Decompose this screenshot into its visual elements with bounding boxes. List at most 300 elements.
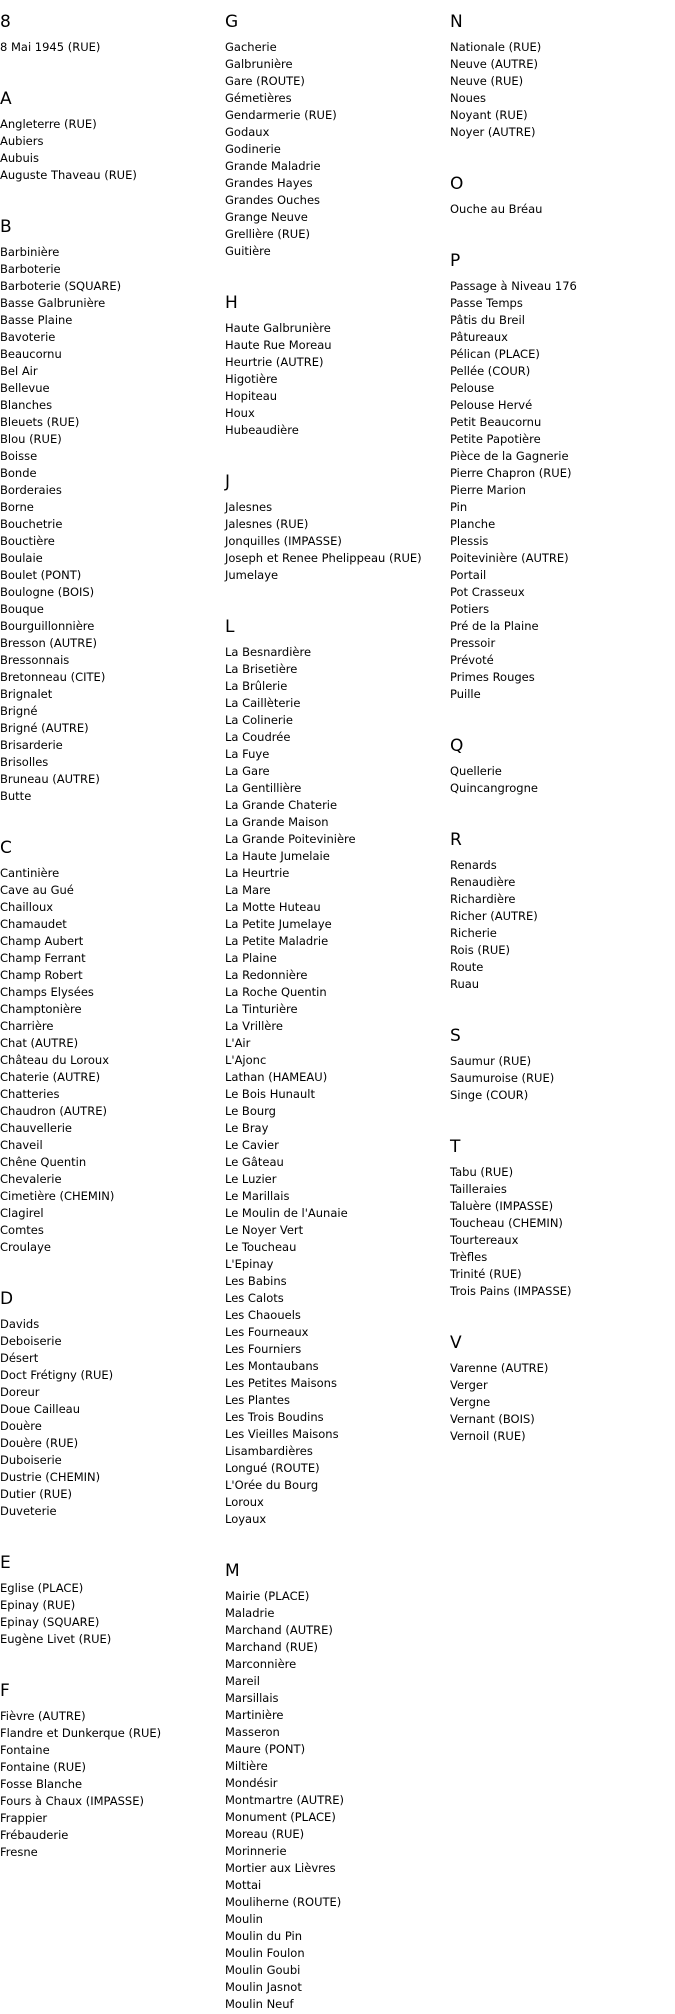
street-link[interactable]: Grange Neuve [225, 210, 308, 224]
street-link[interactable]: Moulin Goubi [225, 1963, 301, 1977]
street-link[interactable]: Puille [450, 687, 481, 701]
street-link[interactable]: Higotière [225, 372, 278, 386]
street-link[interactable]: Les Fourneaux [225, 1325, 309, 1339]
street-link[interactable]: Grellière (RUE) [225, 227, 310, 241]
street-link[interactable]: Eglise (PLACE) [0, 1581, 84, 1595]
street-link[interactable]: Martinière [225, 1708, 284, 1722]
street-link[interactable]: La Plaine [225, 951, 277, 965]
section-spacer [0, 56, 225, 77]
street-link[interactable]: La Brûlerie [225, 679, 288, 693]
section-letter-heading: N [450, 12, 463, 32]
street-link[interactable]: Passe Temps [450, 296, 523, 310]
section-spacer [225, 1528, 450, 1549]
street-link[interactable]: Moulin Neuf [225, 1997, 294, 2011]
street-link[interactable]: Petit Beaucornu [450, 415, 542, 429]
street-link[interactable]: Masseron [225, 1725, 280, 1739]
street-link[interactable]: Galbrunière [225, 57, 293, 71]
street-link[interactable]: Barboterie [0, 262, 61, 276]
street-link[interactable]: Saumur (RUE) [450, 1054, 532, 1068]
street-link[interactable]: Rois (RUE) [450, 943, 510, 957]
street-link[interactable]: Saumuroise (RUE) [450, 1071, 555, 1085]
street-link[interactable]: Longué (ROUTE) [225, 1461, 320, 1475]
street-link[interactable]: Bresson (AUTRE) [0, 636, 97, 650]
street-link[interactable]: Le Bray [225, 1121, 269, 1135]
street-link[interactable]: Champ Aubert [0, 934, 84, 948]
street-link[interactable]: Montmartre (AUTRE) [225, 1793, 344, 1807]
street-link[interactable]: La Grande Chaterie [225, 798, 338, 812]
street-link[interactable]: La Vrillère [225, 1019, 283, 1033]
street-link[interactable]: Brisarderie [0, 738, 63, 752]
street-link[interactable]: La Gentillière [225, 781, 302, 795]
street-link[interactable]: La Colinerie [225, 713, 293, 727]
street-link[interactable]: Jumelaye [225, 568, 279, 582]
street-link[interactable]: Doue Cailleau [0, 1402, 80, 1416]
street-link[interactable]: Chailloux [0, 900, 54, 914]
section-letter-heading: O [450, 174, 464, 194]
street-link[interactable]: La Redonnière [225, 968, 308, 982]
street-list [450, 857, 675, 993]
street-link[interactable]: Château du Loroux [0, 1053, 110, 1067]
street-link[interactable]: Monument (PLACE) [225, 1810, 336, 1824]
street-link[interactable]: Charrière [0, 1019, 54, 1033]
street-link[interactable]: Bleuets (RUE) [0, 415, 80, 429]
street-link[interactable]: Pellée (COUR) [450, 364, 531, 378]
street-link[interactable]: Trèfles [450, 1250, 488, 1264]
street-link[interactable]: Les Montaubans [225, 1359, 319, 1373]
street-link[interactable]: Pelouse [450, 381, 495, 395]
street-link[interactable]: Marconnière [225, 1657, 297, 1671]
street-link[interactable]: Le Toucheau [225, 1240, 297, 1254]
street-link[interactable]: Noyer (AUTRE) [450, 125, 536, 139]
section-spacer [0, 1520, 225, 1541]
section-letter-heading: H [225, 293, 238, 313]
street-link[interactable]: La Petite Jumelaye [225, 917, 332, 931]
street-link[interactable]: Duveterie [0, 1504, 57, 1518]
street-link[interactable]: Epinay (SQUARE) [0, 1615, 100, 1629]
street-link[interactable]: Grandes Ouches [225, 193, 321, 207]
section-spacer [450, 1300, 675, 1321]
street-link[interactable]: Le Bourg [225, 1104, 276, 1118]
street-link[interactable]: Désert [0, 1351, 39, 1365]
street-list [0, 865, 225, 1256]
street-link[interactable]: Eugène Livet (RUE) [0, 1632, 112, 1646]
street-link[interactable]: Jalesnes [225, 500, 273, 514]
street-link[interactable]: Brignalet [0, 687, 53, 701]
street-link[interactable]: Gémetières [225, 91, 292, 105]
street-link[interactable]: Joseph et Renee Phelippeau (RUE) [225, 551, 422, 565]
street-link[interactable]: Champs Elysées [0, 985, 94, 999]
street-link[interactable]: Moulin Jasnot [225, 1980, 302, 1994]
street-link[interactable]: Neuve (RUE) [450, 74, 524, 88]
street-link[interactable]: Ouche au Bréau [450, 202, 543, 216]
street-link[interactable]: Noyant (RUE) [450, 108, 528, 122]
street-link[interactable]: Loyaux [225, 1512, 267, 1526]
section-spacer [0, 184, 225, 205]
street-link[interactable]: Basse Plaine [0, 313, 73, 327]
street-link[interactable]: Renaudière [450, 875, 516, 889]
street-link[interactable]: Chevalerie [0, 1172, 62, 1186]
street-link[interactable]: Pierre Marion [450, 483, 526, 497]
street-link[interactable]: Pin [450, 500, 468, 514]
street-link[interactable]: Pièce de la Gagnerie [450, 449, 569, 463]
street-link[interactable]: Barboterie (SQUARE) [0, 279, 122, 293]
street-link[interactable]: Les Chaouels [225, 1308, 301, 1322]
section-letter-heading: 8 [0, 12, 11, 32]
street-link[interactable]: Bouque [0, 602, 44, 616]
street-link[interactable]: Borne [0, 500, 34, 514]
section-letter-heading: M [225, 1561, 240, 1581]
street-link[interactable]: Dustrie (CHEMIN) [0, 1470, 101, 1484]
street-link[interactable]: Taluère (IMPASSE) [450, 1199, 554, 1213]
street-link[interactable]: Mareil [225, 1674, 260, 1688]
street-link[interactable]: Champ Ferrant [0, 951, 86, 965]
street-link[interactable]: Marchand (RUE) [225, 1640, 318, 1654]
street-link[interactable]: Trinité (RUE) [450, 1267, 522, 1281]
street-link[interactable]: Plessis [450, 534, 489, 548]
street-link[interactable]: Moulin Foulon [225, 1946, 305, 1960]
letter-section [0, 89, 225, 184]
street-link[interactable]: Guitière [225, 244, 271, 258]
street-list [0, 1580, 225, 1648]
street-link[interactable]: Les Calots [225, 1291, 284, 1305]
street-link[interactable]: Bel Air [0, 364, 38, 378]
street-link[interactable]: Poitevinière (AUTRE) [450, 551, 569, 565]
street-link[interactable]: Hubeaudière [225, 423, 299, 437]
street-link[interactable]: Beaucornu [0, 347, 62, 361]
street-link[interactable]: Hopiteau [225, 389, 278, 403]
street-link[interactable]: Borderaies [0, 483, 62, 497]
street-link[interactable]: La Mare [225, 883, 271, 897]
street-link[interactable]: Moreau (RUE) [225, 1827, 305, 1841]
street-link[interactable]: Brigné (AUTRE) [0, 721, 89, 735]
street-link[interactable]: Doct Frétigny (RUE) [0, 1368, 114, 1382]
section-letter-heading: R [450, 830, 462, 850]
street-link[interactable]: Marsillais [225, 1691, 279, 1705]
street-link[interactable]: Vernoil (RUE) [450, 1429, 526, 1443]
street-link[interactable]: La Haute Jumelaie [225, 849, 330, 863]
street-link[interactable]: Fontaine (RUE) [0, 1760, 86, 1774]
street-link[interactable]: Richardière [450, 892, 516, 906]
street-link[interactable]: Neuve (AUTRE) [450, 57, 539, 71]
letter-section [450, 1026, 675, 1104]
street-link[interactable]: Le Bois Hunault [225, 1087, 315, 1101]
street-link[interactable]: Tailleraies [450, 1182, 507, 1196]
street-link[interactable]: Maure (PONT) [225, 1742, 306, 1756]
section-spacer [450, 703, 675, 724]
street-link[interactable]: Deboiserie [0, 1334, 62, 1348]
street-link[interactable]: Le Marillais [225, 1189, 290, 1203]
street-link[interactable]: Pâtis du Breil [450, 313, 525, 327]
street-link[interactable]: Quellerie [450, 764, 502, 778]
street-link[interactable]: Haute Galbrunière [225, 321, 331, 335]
street-list [450, 201, 675, 218]
street-link[interactable]: Barbinière [0, 245, 60, 259]
section-spacer [0, 1648, 225, 1669]
street-link[interactable]: Godinerie [225, 142, 281, 156]
street-link[interactable]: La Tinturière [225, 1002, 298, 1016]
street-link[interactable]: La Caillèterie [225, 696, 301, 710]
street-link[interactable]: L'Air [225, 1036, 251, 1050]
street-link[interactable]: Chaudron (AUTRE) [0, 1104, 107, 1118]
section-letter-heading: S [450, 1026, 461, 1046]
street-link[interactable]: Le Gâteau [225, 1155, 284, 1169]
street-list [225, 39, 450, 260]
street-link[interactable]: La Coudrée [225, 730, 291, 744]
street-link[interactable]: La Roche Quentin [225, 985, 327, 999]
street-link[interactable]: Pierre Chapron (RUE) [450, 466, 572, 480]
street-link[interactable]: Loroux [225, 1495, 264, 1509]
letter-section [0, 12, 225, 56]
street-link[interactable]: Vernant (BOIS) [450, 1412, 535, 1426]
street-link[interactable]: Bavoterie [0, 330, 56, 344]
street-link[interactable]: Brisolles [0, 755, 49, 769]
street-link[interactable]: Auguste Thaveau (RUE) [0, 168, 137, 182]
section-spacer [450, 141, 675, 162]
street-link[interactable]: Frébauderie [0, 1828, 69, 1842]
street-link[interactable]: Boisse [0, 449, 38, 463]
street-list [450, 1053, 675, 1104]
street-link[interactable]: La Petite Maladrie [225, 934, 329, 948]
street-link[interactable]: La Besnardière [225, 645, 312, 659]
street-link[interactable]: Aubuis [0, 151, 39, 165]
street-link[interactable]: Morinnerie [225, 1844, 287, 1858]
street-link[interactable]: Grandes Hayes [225, 176, 313, 190]
street-link[interactable]: Potiers [450, 602, 490, 616]
section-spacer [450, 797, 675, 818]
street-link[interactable]: La Brisetière [225, 662, 298, 676]
street-link[interactable]: Singe (COUR) [450, 1088, 529, 1102]
section-letter-heading: Q [450, 736, 464, 756]
street-link[interactable]: Douère [0, 1419, 42, 1433]
letter-section [225, 12, 450, 260]
street-list [225, 1588, 450, 2013]
street-link[interactable]: Brigné [0, 704, 38, 718]
street-link[interactable]: Dutier (RUE) [0, 1487, 72, 1501]
street-link[interactable]: Epinay (RUE) [0, 1598, 76, 1612]
street-link[interactable]: L'Orée du Bourg [225, 1478, 319, 1492]
street-link[interactable]: Prévoté [450, 653, 494, 667]
street-link[interactable]: Fontaine [0, 1743, 50, 1757]
street-link[interactable]: Les Vieilles Maisons [225, 1427, 339, 1441]
street-link[interactable]: Marchand (AUTRE) [225, 1623, 333, 1637]
street-link[interactable]: Houx [225, 406, 255, 420]
street-link[interactable]: Angleterre (RUE) [0, 117, 97, 131]
street-link[interactable]: Pot Crasseux [450, 585, 525, 599]
street-link[interactable]: Nationale (RUE) [450, 40, 542, 54]
street-link[interactable]: Chaveil [0, 1138, 43, 1152]
street-link[interactable]: Chêne Quentin [0, 1155, 87, 1169]
street-link[interactable]: Richer (AUTRE) [450, 909, 538, 923]
street-link[interactable]: La Heurtrie [225, 866, 290, 880]
street-link[interactable]: Le Moulin de l'Aunaie [225, 1206, 348, 1220]
street-link[interactable]: Fosse Blanche [0, 1777, 83, 1791]
street-list [0, 116, 225, 184]
street-link[interactable]: La Grande Maison [225, 815, 329, 829]
section-letter-heading: T [450, 1137, 461, 1157]
street-link[interactable]: Les Petites Maisons [225, 1376, 337, 1390]
street-index-column-1 [0, 0, 225, 1861]
street-link[interactable]: Tourtereaux [450, 1233, 519, 1247]
street-link[interactable]: Douère (RUE) [0, 1436, 79, 1450]
street-link[interactable]: Chauvellerie [0, 1121, 72, 1135]
street-link[interactable]: Gendarmerie (RUE) [225, 108, 337, 122]
street-link[interactable]: Cave au Gué [0, 883, 74, 897]
street-link[interactable]: Aubiers [0, 134, 44, 148]
section-letter-heading: A [0, 89, 12, 109]
street-link[interactable]: Duboiserie [0, 1453, 62, 1467]
street-link[interactable]: Fièvre (AUTRE) [0, 1709, 86, 1723]
street-link[interactable]: Bellevue [0, 381, 50, 395]
street-link[interactable]: Primes Rouges [450, 670, 535, 684]
street-link[interactable]: Boulogne (BOIS) [0, 585, 95, 599]
street-list [225, 644, 450, 1528]
street-link[interactable]: La Fuye [225, 747, 270, 761]
street-link[interactable]: La Gare [225, 764, 270, 778]
street-link[interactable]: Toucheau (CHEMIN) [450, 1216, 563, 1230]
street-link[interactable]: Pélican (PLACE) [450, 347, 540, 361]
street-link[interactable]: Frappier [0, 1811, 48, 1825]
street-link[interactable]: Pâtureaux [450, 330, 508, 344]
street-link[interactable]: Maladrie [225, 1606, 275, 1620]
street-link[interactable]: Gare (ROUTE) [225, 74, 305, 88]
section-letter-heading: P [450, 251, 461, 271]
street-link[interactable]: Mairie (PLACE) [225, 1589, 310, 1603]
street-list [0, 39, 225, 56]
street-link[interactable]: La Motte Huteau [225, 900, 321, 914]
section-spacer [225, 439, 450, 460]
street-list [450, 763, 675, 797]
street-link[interactable]: 8 Mai 1945 (RUE) [0, 40, 101, 54]
street-link[interactable]: Bouctière [0, 534, 55, 548]
street-link[interactable]: Moulin du Pin [225, 1929, 302, 1943]
street-link[interactable]: Chaterie (AUTRE) [0, 1070, 101, 1084]
street-link[interactable]: Richerie [450, 926, 497, 940]
letter-section [225, 293, 450, 439]
street-link[interactable]: Blanches [0, 398, 53, 412]
street-list [225, 320, 450, 439]
street-link[interactable]: Bretonneau (CITE) [0, 670, 106, 684]
street-link[interactable]: Moulin [225, 1912, 263, 1926]
street-link[interactable]: Clagirel [0, 1206, 44, 1220]
street-link[interactable]: L'Ajonc [225, 1053, 267, 1067]
street-link[interactable]: Boulet (PONT) [0, 568, 82, 582]
street-link[interactable]: Route [450, 960, 484, 974]
street-link[interactable]: Heurtrie (AUTRE) [225, 355, 324, 369]
street-link[interactable]: Quincangrogne [450, 781, 538, 795]
street-link[interactable]: Chat (AUTRE) [0, 1036, 79, 1050]
street-link[interactable]: Davids [0, 1317, 40, 1331]
street-link[interactable]: Boulaie [0, 551, 43, 565]
street-link[interactable]: Lisambardières [225, 1444, 313, 1458]
section-spacer [450, 1104, 675, 1125]
street-link[interactable]: Chatteries [0, 1087, 60, 1101]
section-spacer [450, 218, 675, 239]
street-link[interactable]: Varenne (AUTRE) [450, 1361, 549, 1375]
street-link[interactable]: Verger [450, 1378, 488, 1392]
street-link[interactable]: Le Cavier [225, 1138, 279, 1152]
street-link[interactable]: Le Noyer Vert [225, 1223, 304, 1237]
street-link[interactable]: L'Epinay [225, 1257, 274, 1271]
street-link[interactable]: Ruau [450, 977, 480, 991]
street-link[interactable]: Passage à Niveau 176 [450, 279, 577, 293]
street-link[interactable]: Butte [0, 789, 32, 803]
street-link[interactable]: Grande Maladrie [225, 159, 321, 173]
street-link[interactable]: Mouliherne (ROUTE) [225, 1895, 342, 1909]
street-link[interactable]: Haute Rue Moreau [225, 338, 332, 352]
letter-section [450, 1333, 675, 1445]
letter-section [0, 838, 225, 1256]
street-link[interactable]: Comtes [0, 1223, 44, 1237]
letter-section [450, 174, 675, 218]
section-letter-heading: F [0, 1681, 10, 1701]
street-link[interactable]: Miltière [225, 1759, 268, 1773]
street-link[interactable]: Pressoir [450, 636, 496, 650]
street-list [450, 278, 675, 703]
street-link[interactable]: Fresne [0, 1845, 38, 1859]
street-link[interactable]: Tabu (RUE) [450, 1165, 514, 1179]
street-link[interactable]: Pelouse Hervé [450, 398, 533, 412]
street-link[interactable]: Jalesnes (RUE) [225, 517, 309, 531]
street-link[interactable]: Croulaye [0, 1240, 51, 1254]
street-link[interactable]: Bonde [0, 466, 37, 480]
street-link[interactable]: Trois Pains (IMPASSE) [450, 1284, 572, 1298]
street-link[interactable]: Bouchetrie [0, 517, 63, 531]
street-link[interactable]: Chamaudet [0, 917, 67, 931]
street-link[interactable]: Cantinière [0, 866, 60, 880]
street-link[interactable]: Jonquilles (IMPASSE) [225, 534, 342, 548]
street-link[interactable]: Pré de la Plaine [450, 619, 539, 633]
section-letter-heading: J [225, 472, 231, 492]
street-link[interactable]: Les Plantes [225, 1393, 290, 1407]
street-link[interactable]: Blou (RUE) [0, 432, 62, 446]
street-link[interactable]: Bressonnais [0, 653, 70, 667]
street-link[interactable]: Lathan (HAMEAU) [225, 1070, 328, 1084]
street-link[interactable]: Le Luzier [225, 1172, 277, 1186]
street-link[interactable]: Les Babins [225, 1274, 287, 1288]
street-list [0, 1316, 225, 1520]
letter-section [450, 830, 675, 993]
street-link[interactable]: Les Trois Boudins [225, 1410, 324, 1424]
letter-section [225, 617, 450, 1528]
letter-section [450, 12, 675, 141]
street-link[interactable]: Planche [450, 517, 496, 531]
street-link[interactable]: Champ Robert [0, 968, 83, 982]
street-link[interactable]: Champtonière [0, 1002, 82, 1016]
street-list [450, 1164, 675, 1300]
street-link[interactable]: Petite Papotière [450, 432, 541, 446]
street-link[interactable]: Bruneau (AUTRE) [0, 772, 100, 786]
street-link[interactable]: Les Fourniers [225, 1342, 302, 1356]
street-link[interactable]: Basse Galbrunière [0, 296, 106, 310]
street-link[interactable]: Noues [450, 91, 486, 105]
street-link[interactable]: Mortier aux Lièvres [225, 1861, 336, 1875]
street-link[interactable]: Doreur [0, 1385, 40, 1399]
section-letter-heading: L [225, 617, 235, 637]
street-link[interactable]: Vergne [450, 1395, 491, 1409]
street-link[interactable]: La Grande Poitevinière [225, 832, 356, 846]
street-link[interactable]: Fours à Chaux (IMPASSE) [0, 1794, 144, 1808]
street-link[interactable]: Mondésir [225, 1776, 278, 1790]
street-link[interactable]: Godaux [225, 125, 270, 139]
street-link[interactable]: Bourguillonnière [0, 619, 95, 633]
street-link[interactable]: Renards [450, 858, 497, 872]
street-link[interactable]: Gacherie [225, 40, 277, 54]
street-link[interactable]: Portail [450, 568, 487, 582]
street-link[interactable]: Flandre et Dunkerque (RUE) [0, 1726, 162, 1740]
street-link[interactable]: Mottai [225, 1878, 262, 1892]
street-link[interactable]: Cimetière (CHEMIN) [0, 1189, 115, 1203]
street-list [0, 1708, 225, 1861]
